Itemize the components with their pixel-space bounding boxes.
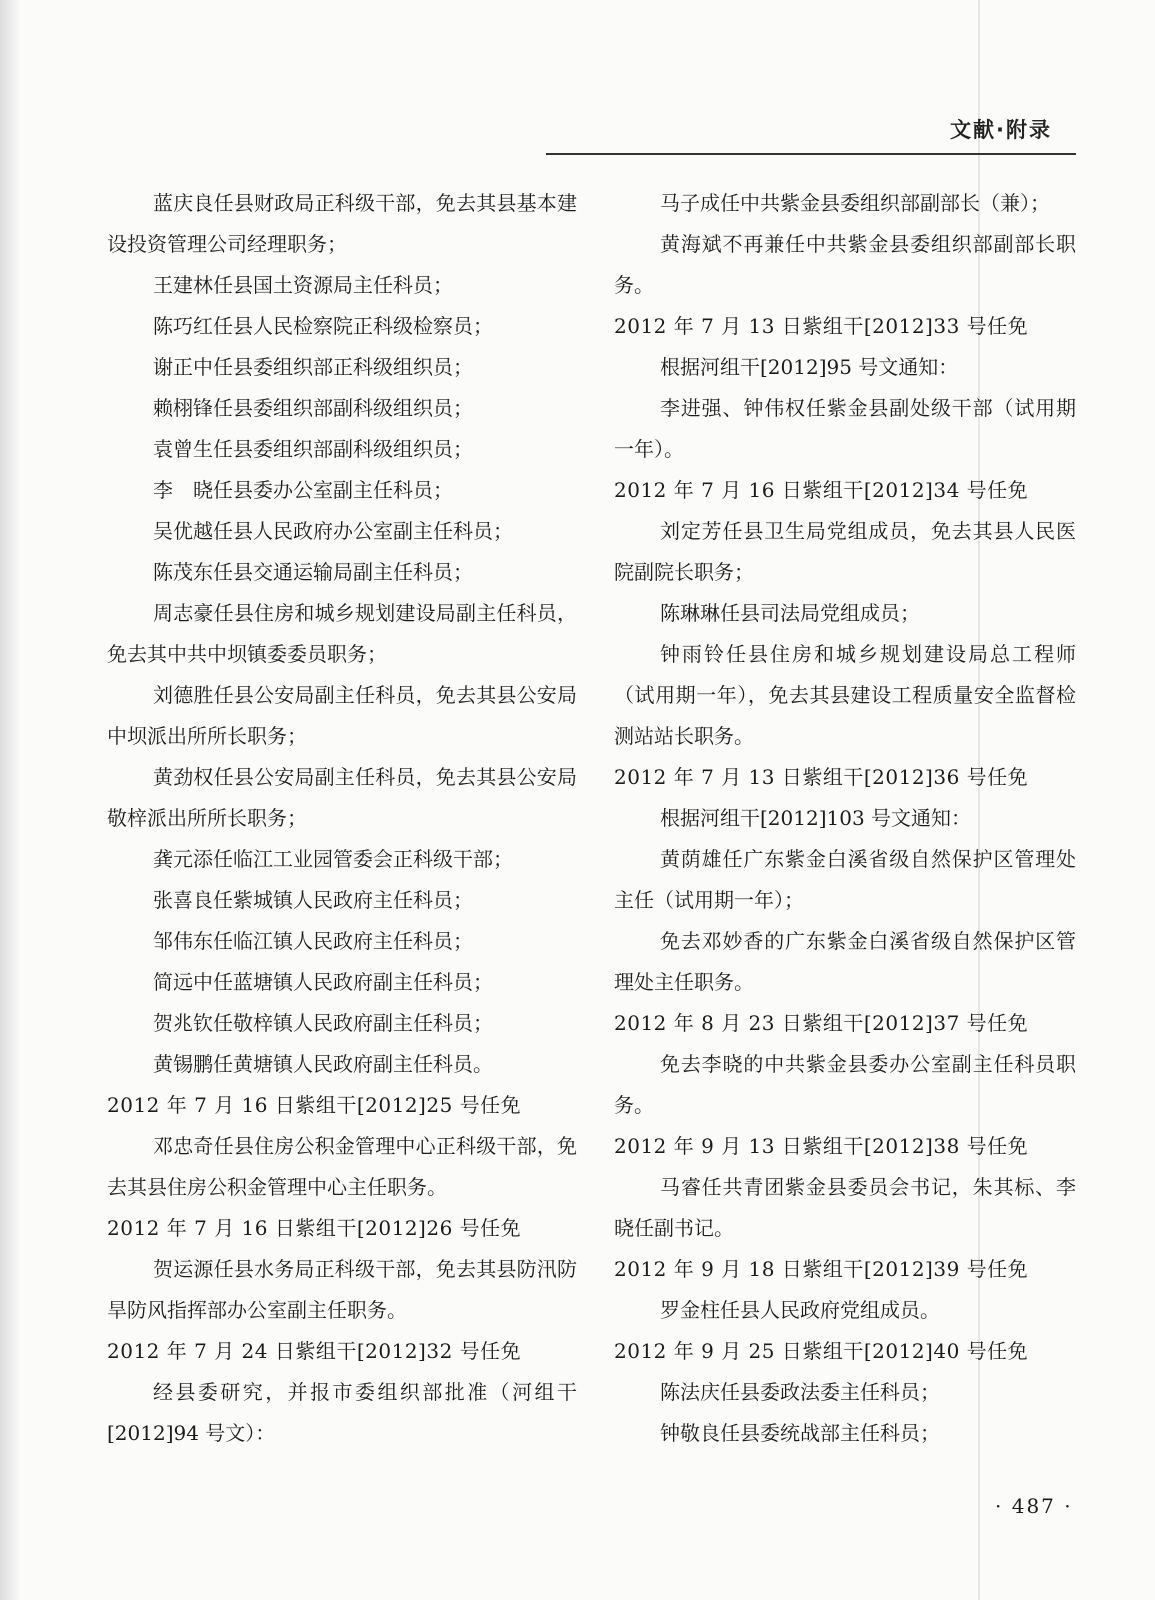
appointment-paragraph: 根据河组干[2012]103 号文通知：: [660, 806, 972, 830]
appointment-paragraph: 龚元添任临江工业园管委会正科级干部；: [153, 847, 513, 871]
left-text-column: [107, 183, 577, 1454]
appointment-paragraph: 根据河组干[2012]95 号文通知：: [660, 355, 959, 379]
appointment-paragraph: 蓝庆良任县财政局正科级干部，免去其县基本建设投资管理公司经理职务；: [107, 191, 577, 256]
appointment-paragraph: 马睿任共青团紫金县委员会书记，朱其标、李晓任副书记。: [614, 1175, 1076, 1240]
appointment-paragraph: 免去李晓的中共紫金县委办公室副主任科员职务。: [614, 1052, 1076, 1117]
document-entry-line: 2012 年 7 月 16 日紫组干[2012]26 号任免: [107, 1216, 522, 1240]
appointment-paragraph: 贺兆钦任敬梓镇人民政府副主任科员；: [153, 1011, 493, 1035]
document-entry-line: 2012 年 7 月 13 日紫组干[2012]33 号任免: [614, 314, 1029, 338]
appointment-paragraph: 罗金柱任县人民政府党组成员。: [660, 1298, 940, 1322]
appointment-paragraph: 邓忠奇任县住房公积金管理中心正科级干部，免去其县住房公积金管理中心主任职务。: [107, 1134, 577, 1199]
appointment-paragraph: 简远中任蓝塘镇人民政府副主任科员；: [153, 970, 493, 994]
appointment-paragraph: 黄劲权任县公安局副主任科员，免去其县公安局敬梓派出所所长职务；: [107, 765, 577, 830]
appointment-paragraph: 李 晓任县委办公室副主任科员；: [153, 478, 453, 502]
appointment-paragraph: 周志豪任县住房和城乡规划建设局副主任科员，免去其中共中坝镇委委员职务；: [107, 601, 577, 666]
appointment-paragraph: 黄荫雄任广东紫金白溪省级自然保护区管理处主任（试用期一年）；: [614, 847, 1076, 912]
appointment-paragraph: 黄锡鹏任黄塘镇人民政府副主任科员。: [153, 1052, 493, 1076]
document-entry-line: 2012 年 7 月 16 日紫组干[2012]34 号任免: [614, 478, 1029, 502]
document-entry-line: 2012 年 7 月 13 日紫组干[2012]36 号任免: [614, 765, 1029, 789]
appointment-paragraph: 李进强、钟伟权任紫金县副处级干部（试用期一年）。: [614, 396, 1076, 461]
appointment-paragraph: 谢正中任县委组织部正科级组织员；: [153, 355, 473, 379]
appointment-paragraph: 贺运源任县水务局正科级干部，免去其县防汛防旱防风指挥部办公室副主任职务。: [107, 1257, 577, 1322]
appointment-paragraph: 陈法庆任县委政法委主任科员；: [660, 1380, 940, 1404]
appointment-paragraph: 邹伟东任临江镇人民政府主任科员；: [153, 929, 473, 953]
appointment-paragraph: 赖栩锋任县委组织部副科级组织员；: [153, 396, 473, 420]
appointment-paragraph: 袁曾生任县委组织部副科级组织员；: [153, 437, 473, 461]
appointment-paragraph: 刘德胜任县公安局副主任科员，免去其县公安局中坝派出所所长职务；: [107, 683, 577, 748]
running-header-title: 文献·附录: [950, 118, 1052, 142]
page-edge-shadow: [0, 0, 20, 1600]
document-entry-line: 2012 年 8 月 23 日紫组干[2012]37 号任免: [614, 1011, 1029, 1035]
appointment-paragraph: 免去邓妙香的广东紫金白溪省级自然保护区管理处主任职务。: [614, 929, 1076, 994]
appointment-paragraph: 陈巧红任县人民检察院正科级检察员；: [153, 314, 493, 338]
appointment-paragraph: 钟敬良任县委统战部主任科员；: [660, 1421, 940, 1445]
appointment-paragraph: 经县委研究，并报市委组织部批准（河组干[2012]94 号文）：: [107, 1380, 577, 1445]
appointment-paragraph: 吴优越任县人民政府办公室副主任科员；: [153, 519, 513, 543]
document-entry-line: 2012 年 9 月 25 日紫组干[2012]40 号任免: [614, 1339, 1029, 1363]
header-rule: [546, 153, 1076, 155]
appointment-paragraph: 张喜良任紫城镇人民政府主任科员；: [153, 888, 473, 912]
right-text-column: [614, 183, 1076, 1454]
document-entry-line: 2012 年 9 月 13 日紫组干[2012]38 号任免: [614, 1134, 1029, 1158]
appointment-paragraph: 陈茂东任县交通运输局副主任科员；: [153, 560, 473, 584]
appointment-paragraph: 王建林任县国土资源局主任科员；: [153, 273, 453, 297]
appointment-paragraph: 黄海斌不再兼任中共紫金县委组织部副部长职务。: [614, 232, 1076, 297]
appointment-paragraph: 刘定芳任县卫生局党组成员，免去其县人民医院副院长职务；: [614, 519, 1076, 584]
appointment-paragraph: 马子成任中共紫金县委组织部副部长（兼）；: [660, 191, 1050, 215]
document-entry-line: 2012 年 7 月 16 日紫组干[2012]25 号任免: [107, 1093, 522, 1117]
document-entry-line: 2012 年 7 月 24 日紫组干[2012]32 号任免: [107, 1339, 522, 1363]
document-entry-line: 2012 年 9 月 18 日紫组干[2012]39 号任免: [614, 1257, 1029, 1281]
appointment-paragraph: 陈琳琳任县司法局党组成员；: [660, 601, 920, 625]
page-number: · 487 ·: [995, 1494, 1073, 1518]
appointment-paragraph: 钟雨铃任县住房和城乡规划建设局总工程师（试用期一年），免去其县建设工程质量安全监督检测站站长职务。: [614, 642, 1076, 748]
